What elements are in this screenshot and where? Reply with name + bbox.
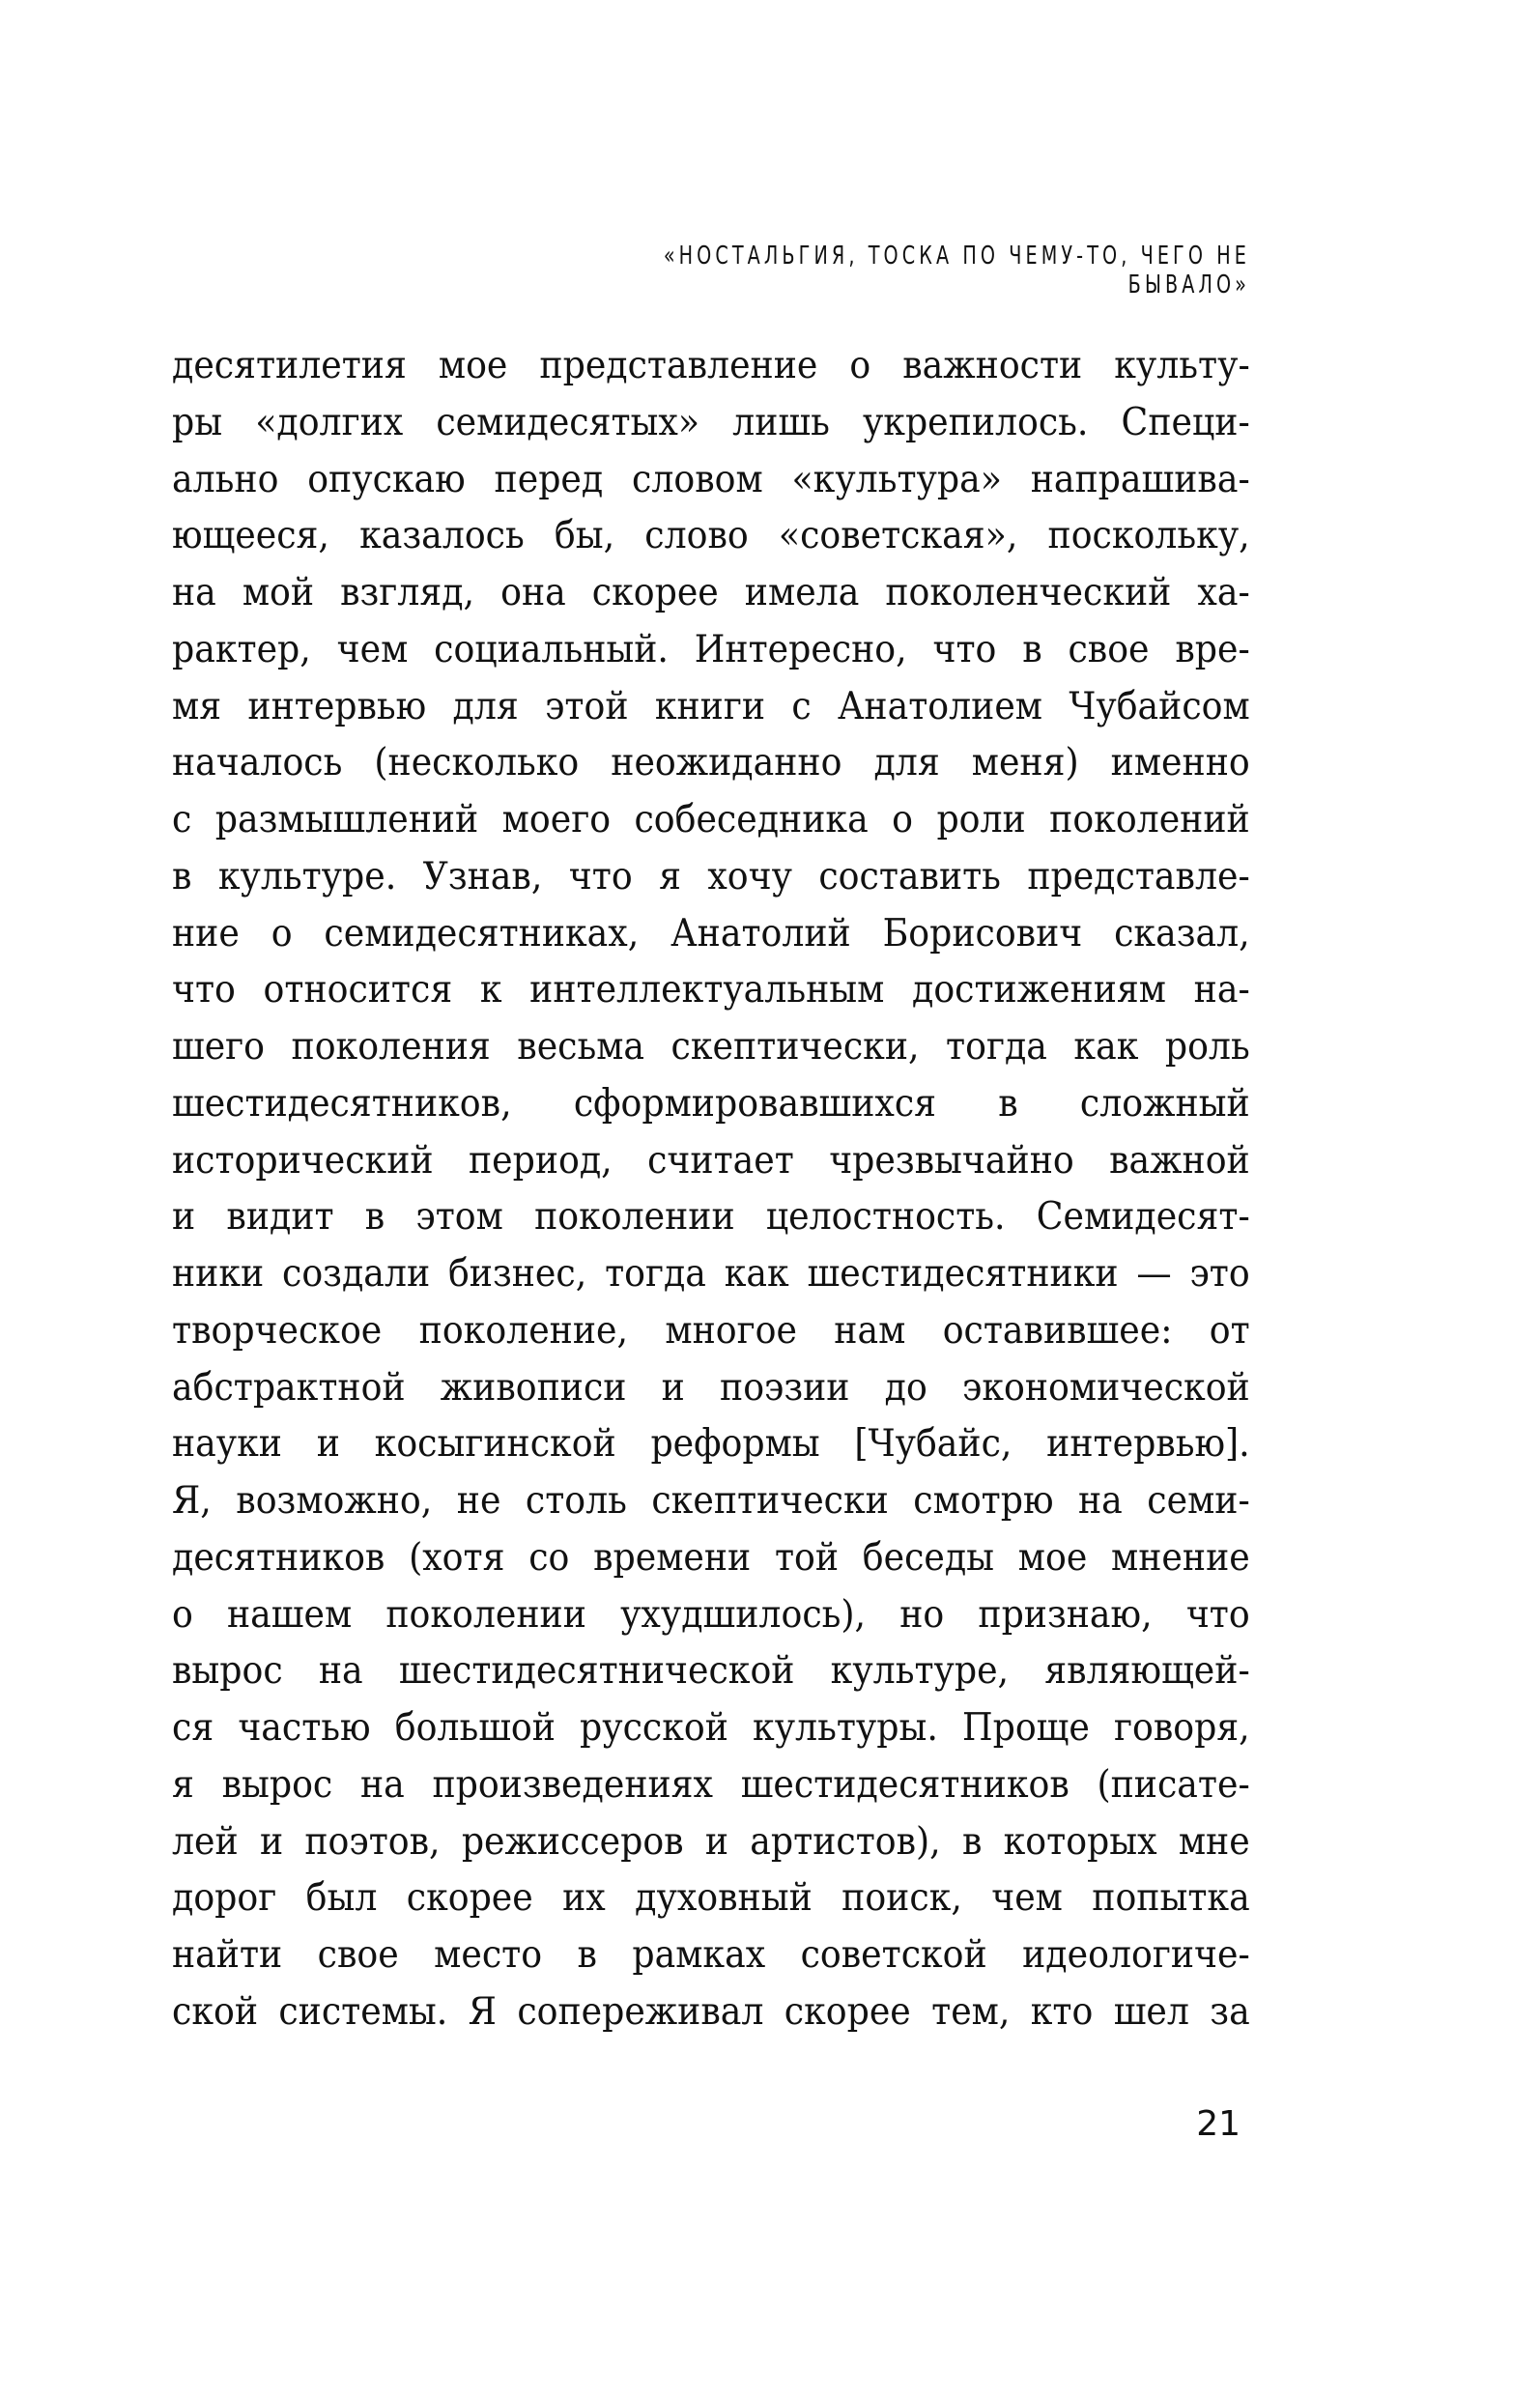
text-line-content: найти свое место в рамках советской идеологиче- [172, 1933, 1250, 1977]
text-line-content: ся частью большой русской культуры. Проще говоря, [172, 1706, 1250, 1750]
text-line-content: Я, возможно, не столь скептически смотрю на семи- [172, 1479, 1250, 1523]
text-line [172, 338, 1250, 395]
text-line-content: на мой взгляд, она скорее имела поколенческий ха- [172, 571, 1250, 614]
text-line [172, 1757, 1250, 1814]
text-line-content: мя интервью для этой книги с Анатолием Чубайсом [172, 684, 1250, 728]
body-text [172, 338, 1250, 2041]
text-line-content: ально опускаю перед словом «культура» напрашива- [172, 457, 1250, 501]
text-line-content: шего поколения весьма скептически, тогда как роль [172, 1025, 1250, 1069]
text-line-content: лей и поэтов, режиссеров и артистов), в которых мне [172, 1819, 1250, 1864]
text-line [172, 1416, 1250, 1473]
text-line-content: ской системы. Я сопереживал скорее тем, кто шел за [172, 1989, 1250, 2034]
text-line [172, 395, 1250, 452]
page-number: 21 [1196, 2104, 1241, 2144]
text-line-content: ние о семидесятниках, Анатолий Борисович сказал, [172, 911, 1250, 956]
text-line-content: вырос на шестидесятнической культуре, являющей- [172, 1649, 1250, 1694]
text-line [172, 1076, 1250, 1133]
running-header: «НОСТАЛЬГИЯ, ТОСКА ПО ЧЕМУ-ТО, ЧЕГО НЕ БЫВАЛО» [663, 242, 1250, 300]
text-line-content: в культуре. Узнав, что я хочу составить представле- [172, 854, 1250, 898]
text-line [172, 1473, 1250, 1530]
text-line [172, 1927, 1250, 1984]
text-line [172, 1360, 1250, 1417]
text-line [172, 679, 1250, 736]
text-line [172, 1303, 1250, 1360]
text-line-content: исторический период, считает чрезвычайно важной [172, 1138, 1250, 1183]
text-line-content: я вырос на произведениях шестидесятников (писате- [172, 1762, 1250, 1807]
text-line-content: и видит в этом поколении целостность. Семидесят- [172, 1195, 1250, 1240]
text-line-content: с размышлений моего собеседника о роли поколений [172, 798, 1250, 841]
text-line [172, 1984, 1250, 2041]
text-line [172, 452, 1250, 509]
text-line-content: творческое поколение, многое нам оставившее: от [172, 1308, 1250, 1353]
text-line [172, 1643, 1250, 1700]
text-line-content: десятников (хотя со времени той беседы мое мнение [172, 1535, 1250, 1580]
text-line [172, 1189, 1250, 1246]
text-line [172, 1246, 1250, 1303]
text-line [172, 1814, 1250, 1871]
text-line [172, 1530, 1250, 1587]
text-line [172, 508, 1250, 565]
text-line-content: ющееся, казалось бы, слово «советская», поскольку, [172, 514, 1250, 558]
text-line [172, 849, 1250, 906]
text-line [172, 622, 1250, 679]
text-line-content: рактер, чем социальный. Интересно, что в свое вре- [172, 627, 1250, 671]
text-line-content: шестидесятников, сформировавшихся в сложный [172, 1081, 1250, 1126]
text-line [172, 906, 1250, 963]
text-line [172, 1019, 1250, 1076]
text-line [172, 1870, 1250, 1927]
text-line [172, 792, 1250, 849]
text-line-content: о нашем поколении ухудшилось), но признаю, что [172, 1592, 1250, 1637]
text-line [172, 1587, 1250, 1644]
text-line-content: дорог был скорее их духовный поиск, чем попытка [172, 1876, 1250, 1921]
text-line [172, 1700, 1250, 1757]
text-line-content: ры «долгих семидесятых» лишь укрепилось. Специ- [172, 400, 1250, 444]
text-line-content: десятилетия мое представление о важности культу- [172, 344, 1250, 387]
text-line [172, 962, 1250, 1019]
text-line-content: науки и косыгинской реформы [Чубайс, интервью]. [172, 1422, 1250, 1467]
text-line-content: началось (несколько неожиданно для меня) именно [172, 741, 1250, 785]
text-line [172, 735, 1250, 792]
text-line-content: ники создали бизнес, тогда как шестидесятники — это [172, 1252, 1250, 1296]
text-line-content: что относится к интеллектуальным достижениям на- [172, 968, 1250, 1013]
text-line-content: абстрактной живописи и поэзии до экономической [172, 1365, 1250, 1410]
text-line [172, 565, 1250, 622]
text-line [172, 1133, 1250, 1190]
